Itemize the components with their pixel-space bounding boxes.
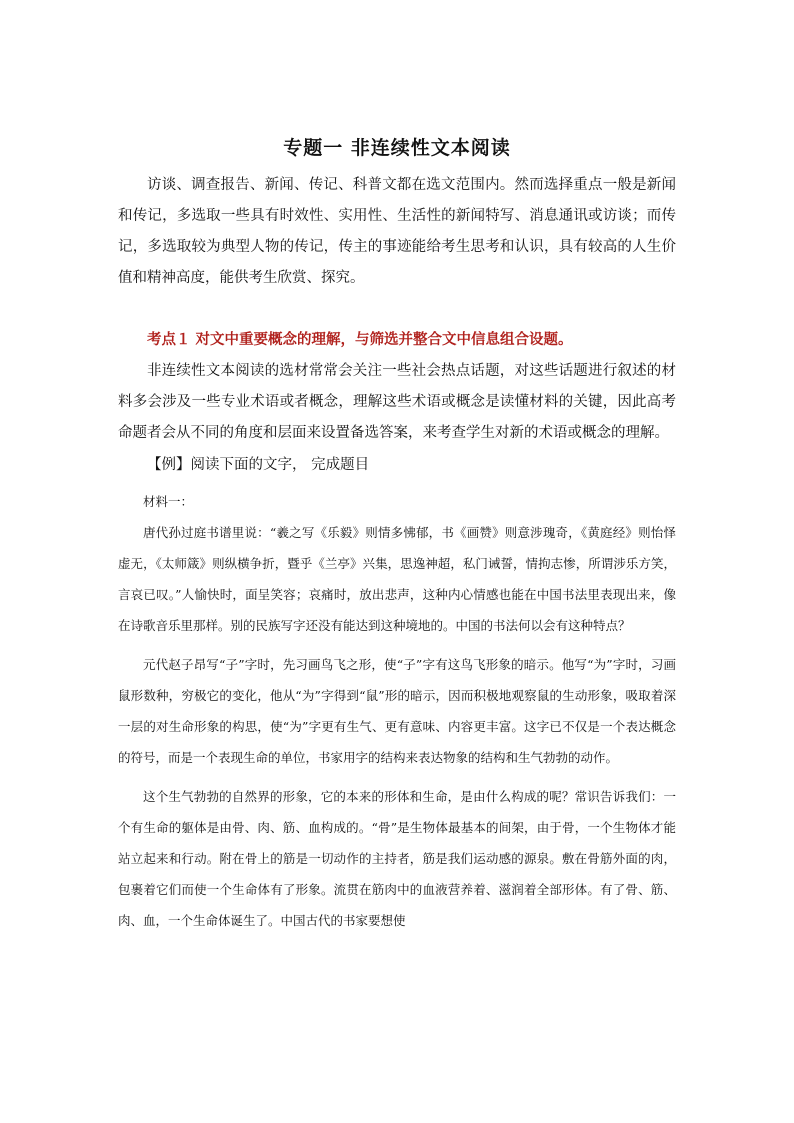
document-content — [118, 132, 676, 936]
material-paragraph: 元代赵子昂写“子”字时，先习画鸟飞之形，使“子”字有这鸟飞形象的暗示。他写“为”字时，习画鼠形数种，穷极它的变化，他从“为”字得到“鼠”形的暗示，因而积极地观察鼠的生动形象，吸取着深一层的对生命形象的构思，使“为”字更有生气、更有意味、内容更丰富。这字已不仅是一个表达概念的符号，而是一个表现生命的单位，书家用字的结构来表达物象的结构和生气勃勃的动作。 — [118, 657, 676, 765]
section-heading: 考点１ 对文中重要概念的理解，与筛选并整合文中信息组合设题。 — [147, 331, 573, 348]
example-label: 【例】阅读下面的文字， 完成题目 — [147, 457, 370, 473]
material-label: 材料一： — [143, 494, 194, 509]
material-paragraph: 唐代孙过庭书谱里说：“羲之写《乐毅》则情多怫郁，书《画赞》则意涉瑰奇，《黄庭经》则怡怿虚无，《太师箴》则纵横争折，暨乎《兰亭》兴集，思逸神超，私门诫誓，情拘志惨，所谓涉乐方笑，言哀已叹。”人愉快时，面呈笑容；哀痛时，放出悲声，这种内心情感也能在中国书法里表现出来，像在诗歌音乐里那样。别的民族写字还没有能达到这种境地的。中国的书法何以会有这种特点？ — [118, 525, 676, 633]
section-body-paragraph: 非连续性文本阅读的选材常常会关注一些社会热点话题，对这些话题进行叙述的材料多会涉及一些专业术语或者概念，理解这些术语或概念是读懂材料的关键，因此高考命题者会从不同的角度和层面来设置备选答案，来考查学生对新的术语或概念的理解。 — [118, 363, 676, 441]
intro-paragraph: 访谈、调查报告、新闻、传记、科普文都在选文范围内。然而选择重点一般是新闻和传记，多选取一些具有时效性、实用性、生活性的新闻特写、消息通讯或访谈；而传记，多选取较为典型人物的传记，传主的事迹能给考生思考和认识，具有较高的人生价值和精神高度，能供考生欣赏、探究。 — [118, 177, 676, 286]
page-title: 专题一 非连续性文本阅读 — [283, 137, 511, 159]
material-paragraph: 这个生气勃勃的自然界的形象，它的本来的形体和生命，是由什么构成的呢？常识告诉我们：一个有生命的躯体是由骨、肉、筋、血构成的。“骨”是生物体最基本的间架，由于骨，一个生物体才能站立起来和行动。附在骨上的筋是一切动作的主持者，筋是我们运动感的源泉。敷在骨筋外面的肉，包裹着它们而使一个生命体有了形象。流贯在筋肉中的血液营养着、滋润着全部形体。有了骨、筋、肉、血，一个生命体诞生了。中国古代的书家要想使 — [118, 789, 676, 928]
